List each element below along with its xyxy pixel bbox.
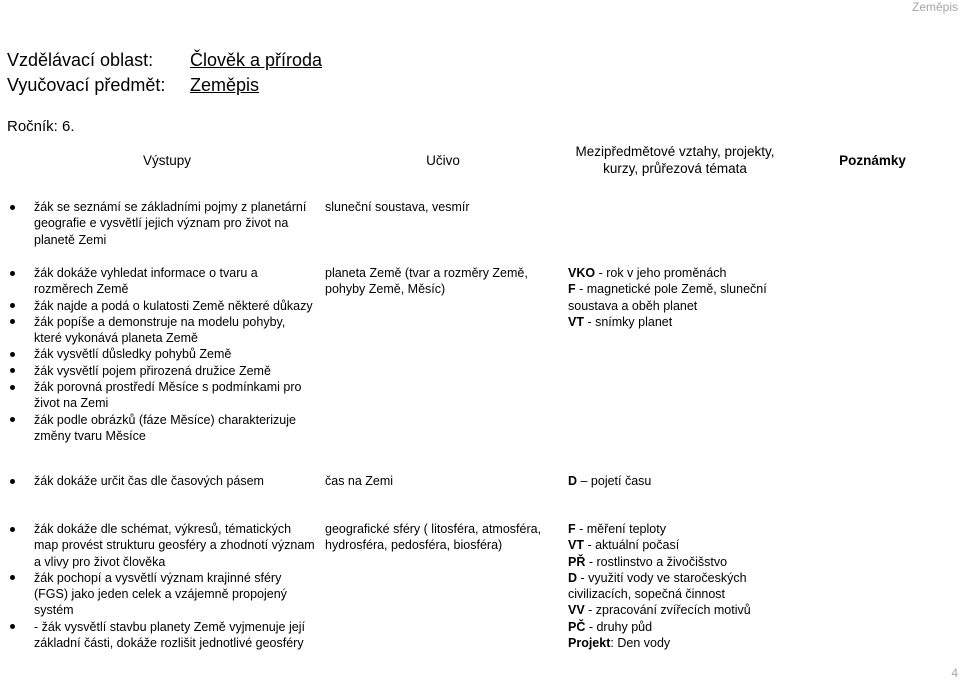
page-number: 4 xyxy=(951,666,958,680)
header-mezipredmetove xyxy=(565,143,785,177)
mezi-item xyxy=(568,265,768,281)
subject-info xyxy=(7,47,322,97)
table-header xyxy=(0,140,960,180)
area-label: Vzdělávací oblast: xyxy=(7,50,154,70)
list-item: žák vysvětlí důsledky pohybů Země xyxy=(18,346,316,362)
mezi-item xyxy=(568,635,768,651)
area-value: Člověk a příroda xyxy=(190,50,323,70)
list-item: žák popíše a demonstruje na modelu pohyby, které vykonává planeta Země xyxy=(18,314,316,347)
list-item: žák se seznámí se základními pojmy z planetární geografie e vysvětlí jejich význam pro život na planetě Zemi xyxy=(18,199,316,248)
cell-mezipredmetove xyxy=(568,473,768,489)
mezi-item xyxy=(568,314,768,330)
list-item: žák dokáže určit čas dle časových pásem xyxy=(18,473,316,489)
mezi-code: PŘ xyxy=(568,554,586,569)
list-item: žák podle obrázků (fáze Měsíce) charakterizuje změny tvaru Měsíce xyxy=(18,412,316,445)
mezi-item xyxy=(568,570,768,603)
cell-vystupy xyxy=(18,199,316,248)
area-row xyxy=(7,47,322,72)
mezi-text: - využití vody ve staročeských civilizacích, sopečná činnost xyxy=(568,570,747,602)
running-header: Zeměpis xyxy=(911,0,958,14)
mezi-code: F xyxy=(568,282,576,297)
cell-ucivo: sluneční soustava, vesmír xyxy=(325,200,470,214)
cell-ucivo: čas na Zemi xyxy=(325,474,394,488)
cell-vystupy xyxy=(18,521,316,651)
mezi-text: - měření teploty xyxy=(575,522,666,536)
list-item: žák vysvětlí pojem přirozená družice Země xyxy=(18,363,316,379)
subject-value: Zeměpis xyxy=(190,75,260,95)
mezi-code: VT xyxy=(568,314,584,329)
header-vystupy: Výstupy xyxy=(142,153,192,168)
mezi-item xyxy=(568,521,768,537)
mezi-item xyxy=(568,602,768,618)
header-mezi-line1: Mezipředmětové vztahy, projekty, xyxy=(575,144,775,159)
cell-ucivo: planeta Země (tvar a rozměry Země, pohyby Země, Měsíc) xyxy=(325,266,528,297)
mezi-text: - rostlinstvo a živočišstvo xyxy=(585,554,728,569)
mezi-text: - aktuální počasí xyxy=(583,538,680,553)
mezi-code: PČ xyxy=(568,619,586,634)
header-poznamky: Poznámky xyxy=(839,153,906,168)
mezi-text: - magnetické pole Země, sluneční soustava a oběh planet xyxy=(568,282,767,313)
mezi-text: - druhy půd xyxy=(585,619,653,634)
mezi-item xyxy=(568,473,768,489)
cell-vystupy xyxy=(18,265,316,444)
list-item: žák porovná prostředí Měsíce s podmínkami pro život na Zemi xyxy=(18,379,316,412)
cell-mezipredmetove xyxy=(568,521,768,651)
list-item: žák najde a podá o kulatosti Země některé důkazy xyxy=(18,298,316,314)
mezi-code: VKO xyxy=(568,266,596,280)
mezi-code: VV xyxy=(568,603,585,618)
mezi-text: - snímky planet xyxy=(583,314,673,329)
subject-label: Vyučovací předmět: xyxy=(7,75,166,95)
mezi-text: - rok v jeho proměnách xyxy=(595,266,727,280)
cell-ucivo: geografické sféry ( litosféra, atmosféra, hydrosféra, pedosféra, biosféra) xyxy=(325,522,542,553)
header-mezi-line2: kurzy, průřezová témata xyxy=(603,161,747,176)
cell-mezipredmetove xyxy=(568,265,768,330)
mezi-text: - zpracování zvířecích motivů xyxy=(584,603,751,618)
list-item: žák dokáže dle schémat, výkresů, tématických map provést strukturu geosféry a zhodnotí význam a vlivy pro život člověka xyxy=(18,521,316,570)
mezi-item xyxy=(568,537,768,553)
grade-label: Ročník: 6. xyxy=(7,118,75,135)
mezi-code: Projekt xyxy=(568,636,611,651)
mezi-code: VT xyxy=(568,538,584,553)
mezi-code: F xyxy=(568,522,576,536)
mezi-item xyxy=(568,554,768,570)
mezi-item xyxy=(568,619,768,635)
mezi-item xyxy=(568,281,768,314)
mezi-code: D xyxy=(568,570,578,585)
list-item: žák dokáže vyhledat informace o tvaru a rozměrech Země xyxy=(18,265,316,298)
list-item: žák pochopí a vysvětlí význam krajinné sféry (FGS) jako jeden celek a vzájemně propojený systém xyxy=(18,570,316,619)
subject-row xyxy=(7,72,322,97)
mezi-text: – pojetí času xyxy=(577,474,652,488)
header-ucivo: Učivo xyxy=(426,153,460,168)
mezi-text: : Den vody xyxy=(610,636,671,651)
list-item: - žák vysvětlí stavbu planety Země vyjmenuje její základní části, dokáže rozlišit jednotlivé geosféry xyxy=(18,619,316,652)
mezi-code: D xyxy=(568,474,578,488)
cell-vystupy xyxy=(18,473,316,489)
